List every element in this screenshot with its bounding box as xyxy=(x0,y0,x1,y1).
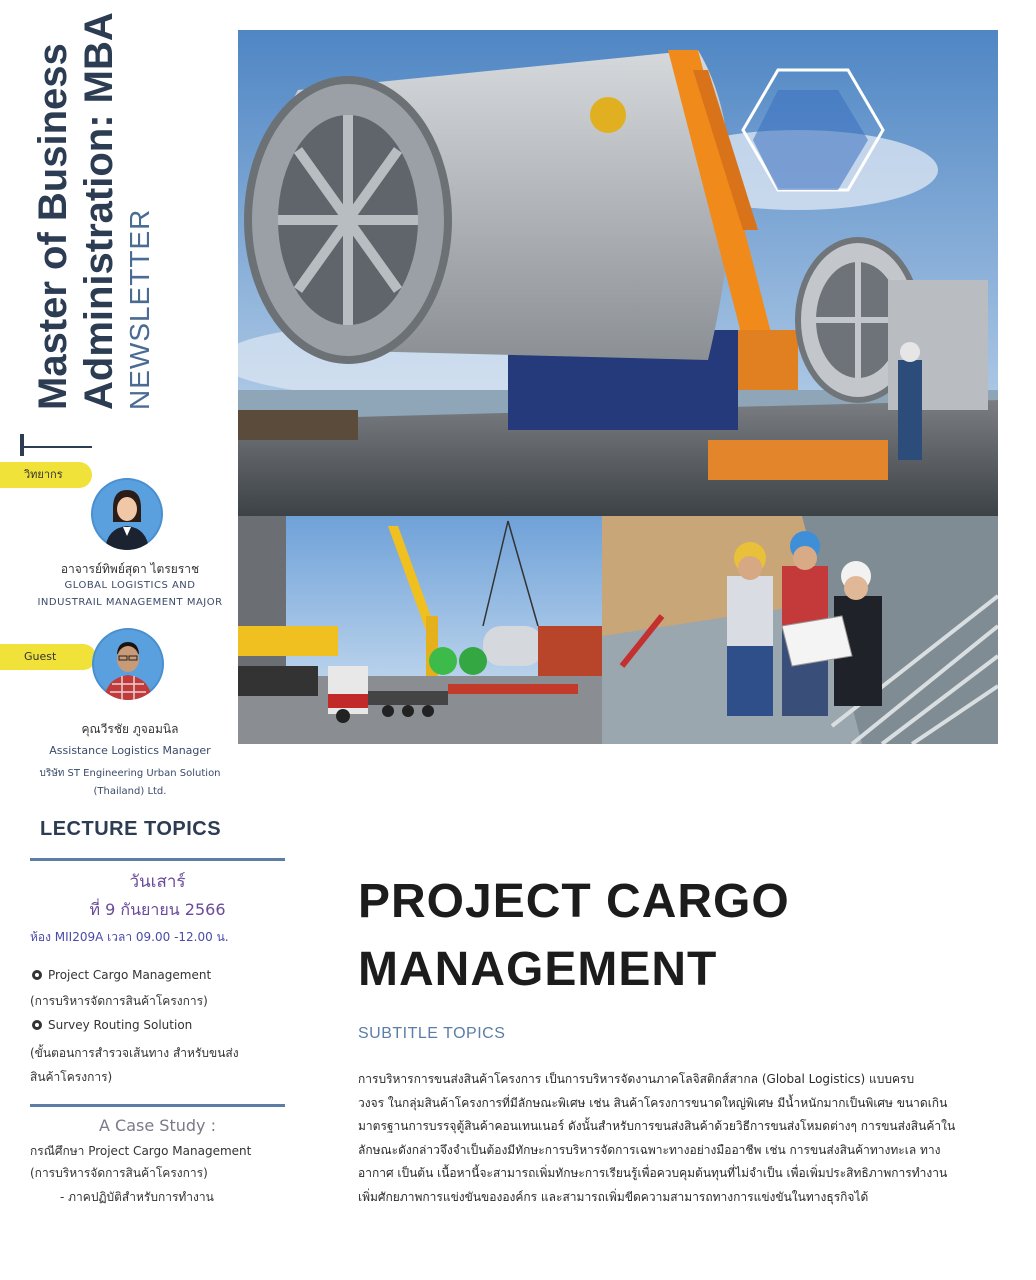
speaker-name: อาจารย์ทิพย์สุดา ไตรยราช xyxy=(60,562,200,576)
body-line: มาตรฐานการบรรจุตู้สินค้าคอนเทนเนอร์ ดังนั้นสำหรับการขนส่งสินค้าด้วยวิธีการขนส่งโหมดต่างๆ การขนส่งสินค้าใน xyxy=(358,1119,956,1133)
bullet-icon xyxy=(32,1020,42,1030)
speaker-major-line-2: INDUSTRAIL MANAGEMENT MAJOR xyxy=(37,597,223,608)
case-study-heading: A Case Study : xyxy=(99,1116,216,1135)
photo-heavy-transport-truck xyxy=(238,516,602,744)
masthead-line-2: Administration: MBA xyxy=(77,12,121,410)
lecture-day: วันเสาร์ xyxy=(129,872,186,892)
guest-avatar xyxy=(92,628,164,700)
topic-item-2: Survey Routing Solution xyxy=(32,1018,192,1032)
body-line: วงจร ในกลุ่มสินค้าโครงการที่มีลักษณะพิเศษ เช่น สินค้าโครงการขนาดใหญ่พิเศษ มีน้ำหนักมากเป็นพิเศษ ขนาดเกิน xyxy=(358,1095,948,1110)
guest-tag: Guest xyxy=(0,644,96,670)
headline-line-2: MANAGEMENT xyxy=(358,943,718,996)
speaker-avatar xyxy=(91,478,163,550)
lecture-room-time: ห้อง MII209A เวลา 09.00 -12.00 น. xyxy=(30,930,229,944)
body-line: อากาศ เป็นต้น เนื้อหานี้จะสามารถเพิ่มทักษะการเรียนรู้เพื่อควบคุมต้นทุนที่ไม่จำเป็น เพื่อเพิ่มประสิทธิภาพการทำงาน xyxy=(358,1166,948,1180)
masthead xyxy=(30,12,190,410)
body-line: เพิ่มศักยภาพการแข่งขันขององค์กร และสามารถเพิ่มขีดความสามารถทางการแข่งขันในทางธุรกิจได้ xyxy=(358,1189,869,1204)
topic-item-2-sub-1: (ขั้นตอนการสำรวจเส้นทาง สำหรับขนส่ง xyxy=(30,1046,239,1060)
guest-company-line-1: บริษัท ST Engineering Urban Solution xyxy=(39,768,221,779)
guest-company-line-2: (Thailand) Ltd. xyxy=(93,786,167,797)
article-headline xyxy=(358,868,790,1004)
topic-item-1: Project Cargo Management xyxy=(32,968,211,982)
masthead-line-1: Master of Business xyxy=(31,43,75,410)
lecture-topics-heading: LECTURE TOPICS xyxy=(40,818,222,840)
bullet-icon xyxy=(32,970,42,980)
speaker-tag: วิทยากร xyxy=(0,462,92,488)
headline-line-1: PROJECT CARGO xyxy=(358,875,790,928)
masthead-divider xyxy=(20,440,92,454)
case-line-3: - ภาคปฏิบัติสำหรับการทำงาน xyxy=(60,1190,214,1204)
lecture-rule-top xyxy=(30,858,285,861)
body-line: ลักษณะดังกล่าวจึงจำเป็นต้องมีทักษะการบริหารจัดการเฉพาะทางอย่างมืออาชีพ เช่น การขนส่งสินค้าทางทะเล ทาง xyxy=(358,1142,941,1157)
guest-name: คุณวีรชัย ภูจอมนิล xyxy=(81,722,179,736)
case-rule xyxy=(30,1104,285,1107)
article-body xyxy=(358,1068,1008,1209)
case-line-2: (การบริหารจัดการสินค้าโครงการ) xyxy=(30,1166,208,1180)
article-subtitle: SUBTITLE TOPICS xyxy=(358,1025,506,1042)
photo-engineers-site-inspection xyxy=(602,516,998,744)
guest-role: Assistance Logistics Manager xyxy=(49,744,211,757)
body-line: การบริหารการขนส่งสินค้าโครงการ เป็นการบริหารจัดงานภาคโลจิสติกส์สากล (Global Logistics) แบบครบ xyxy=(358,1072,915,1086)
case-line-1: กรณีศึกษา Project Cargo Management xyxy=(30,1144,252,1158)
masthead-newsletter: NEWSLETTER xyxy=(124,208,155,410)
topic-item-2-sub-2: สินค้าโครงการ) xyxy=(30,1070,113,1084)
topic-item-1-sub: (การบริหารจัดการสินค้าโครงการ) xyxy=(30,994,208,1008)
hero-photo-cargo-vessel xyxy=(238,30,998,516)
speaker-major-line-1: GLOBAL LOGISTICS AND xyxy=(64,580,196,591)
lecture-date: ที่ 9 กันยายน 2566 xyxy=(89,900,226,919)
